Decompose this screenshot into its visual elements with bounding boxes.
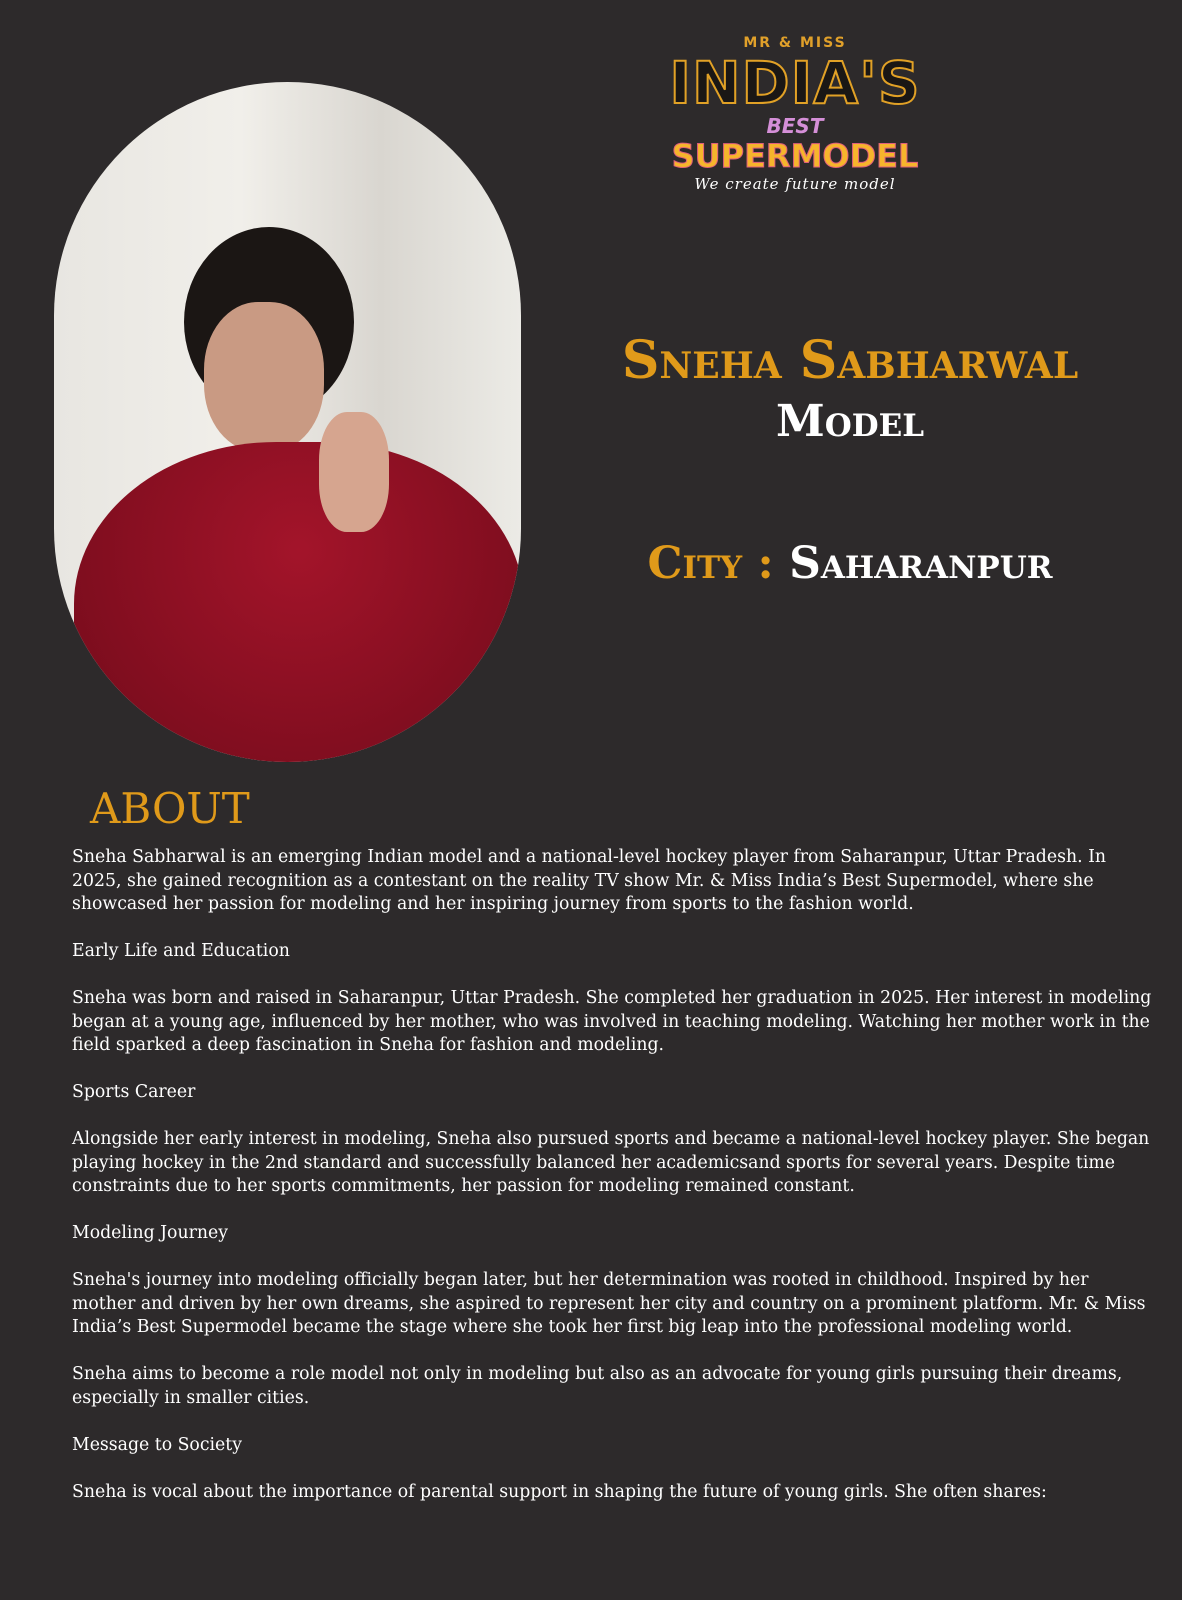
profile-city (580, 538, 1120, 590)
about-paragraph: Sneha is vocal about the importance of parental support in shaping the future of young girls. She often shares: (72, 1481, 1047, 1502)
section-heading: Sports Career (72, 1082, 196, 1102)
about-body (72, 846, 1157, 1528)
about-heading: ABOUT (90, 784, 250, 833)
about-paragraph: Alongside her early interest in modeling, Sneha also pursued sports and became a national-level hockey player. She began playing hockey in the 2nd standard and successfully balanced her academicsand sports for several years. Despite time constraints due to her sports commitments, her passion for modeling remained constant. (72, 1129, 1150, 1196)
section-heading: Message to Society (72, 1434, 242, 1455)
city-label: City : (647, 538, 774, 589)
profile-role: Model (775, 396, 925, 447)
profile-photo (54, 82, 521, 762)
logo-supermodel: SUPERMODEL (671, 137, 919, 175)
photo-dress (74, 442, 521, 762)
section-heading: Modeling Journey (72, 1223, 228, 1243)
logo-best: BEST (766, 114, 824, 138)
about-paragraph: Sneha Sabharwal is an emerging Indian model and a national-level hockey player from Saharanpur, Uttar Pradesh. In 2025, she gained recognition as a contestant on the reality TV show Mr. & Miss India’s Best Supermodel, where she showcased her passion for modeling and her inspiring journey from sports to the fashion world. (72, 847, 1107, 914)
logo-tagline: We create future model (694, 175, 896, 193)
logo-mr-miss: MR & MISS (743, 35, 847, 51)
about-paragraph: Sneha aims to become a role model not only in modeling but also as an advocate for young girls pursuing their dreams, especially in smaller cities. (72, 1364, 1123, 1408)
photo-hand (319, 412, 389, 532)
logo-indias: INDIA'S (669, 49, 921, 117)
about-paragraph: Sneha was born and raised in Saharanpur, Uttar Pradesh. She completed her graduation in 2025. Her interest in modeling began at a young age, influenced by her mother, who was involved in teaching modeling. Watching her mother work in the field sparked a deep fascination in Sneha for fashion and modeling. (72, 988, 1152, 1055)
photo-face (204, 302, 324, 452)
brand-logo (640, 34, 950, 194)
section-heading: Early Life and Education (72, 941, 290, 961)
city-value: Saharanpur (789, 538, 1053, 589)
profile-name: Sneha Sabharwal (621, 330, 1079, 391)
about-paragraph: Sneha's journey into modeling officially began later, but her determination was rooted in childhood. Inspired by her mother and driven by her own dreams, she aspired to represent her city and country on a prominent platform. Mr. & Miss India’s Best Supermodel became the stage where she took her first big leap into the professional modeling world. (72, 1270, 1146, 1337)
